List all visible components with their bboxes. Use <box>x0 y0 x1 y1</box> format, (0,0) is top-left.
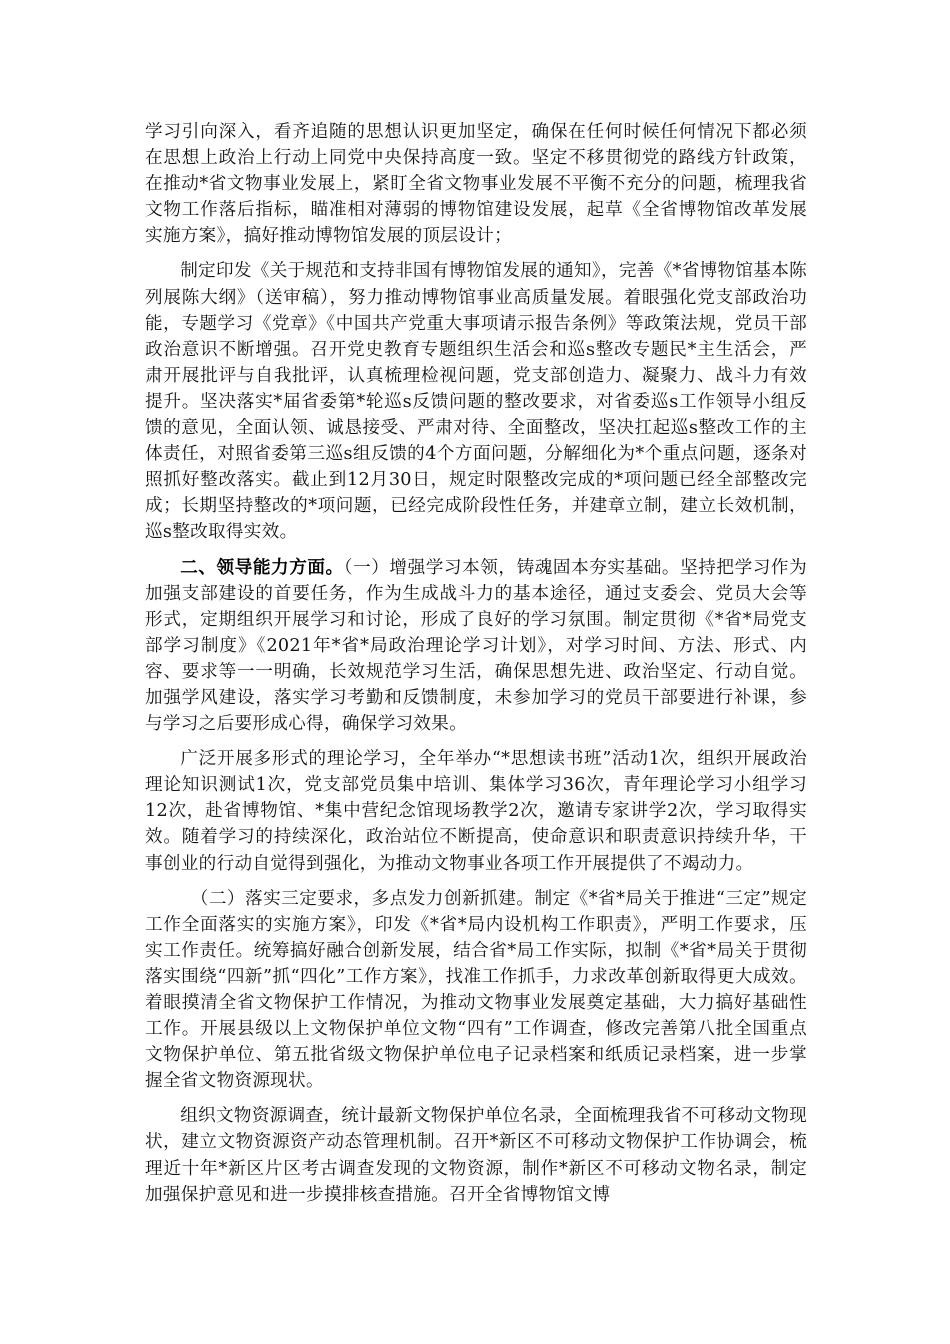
paragraph-1: 学习引向深入，看齐追随的思想认识更加坚定，确保在任何时候任何情况下都必须在思想上政治上行动上同党中央保持高度一致。坚定不移贯彻党的路线方针政策，在推动*省文物事业发展上，紧盯全省文物事业发展不平衡不充分的问题，梳理我省文物工作落后指标，瞄准相对薄弱的博物馆建设发展，起草《全省博物馆改革发展实施方案》，搞好推动博物馆发展的顶层设计； <box>145 122 807 247</box>
paragraph-2: 制定印发《关于规范和支持非国有博物馆发展的通知》，完善《*省博物馆基本陈列展陈大纲》（送审稿），努力推动博物馆事业高质量发展。着眼强化党支部政治功能，专题学习《党章》《中国共产党重大事项请示报告条例》等政策法规，党员干部政治意识不断增强。召开党史教育专题组织生活会和巡s整改专题民*主生活会，严肃开展批评与自我批评，认真梳理检视问题，党支部创造力、凝聚力、战斗力有效提升。坚决落实*届省委第*轮巡s反馈问题的整改要求，对省委巡s工作领导小组反馈的意见，全面认领、诚恳接受、严肃对待、全面整改，坚决扛起巡s整改工作的主体责任，对照省委第三巡s组反馈的4个方面问题，分解细化为*个重点问题，逐条对照抓好整改落实。截止到12月30日，规定时限整改完成的*项问题已经全部整改完成；长期坚持整改的*项问题，已经完成阶段性任务，并建章立制，建立长效机制，巡s整改取得实效。 <box>145 261 807 543</box>
section-heading: 二、领导能力方面。 <box>180 556 344 578</box>
paragraph-4: 广泛开展多形式的理论学习，全年举办“*思想读书班”活动1次，组织开展政治理论知识测试1次，党支部党员集中培训、集体学习36次，青年理论学习小组学习12次，赴省博物馆、*集中营纪念馆现场教学2次，邀请专家讲学2次，学习取得实效。随着学习的持续深化，政治站位不断提高，使命意识和职责意识持续升华，干事创业的行动自觉得到强化，为推动文物事业各项工作开展提供了不竭动力。 <box>145 749 807 874</box>
paragraph-6: 组织文物资源调查，统计最新文物保护单位名录，全面梳理我省不可移动文物现状，建立文物资源资产动态管理机制。召开*新区不可移动文物保护工作协调会，梳理近十年*新区片区考古调查发现的文物资源，制作*新区不可移动文物名录，制定加强保护意见和进一步摸排核查措施。召开全省博物馆文博 <box>145 1106 807 1205</box>
paragraph-3-text: （一）增强学习本领，铸魂固本夯实基础。坚持把学习作为加强支部建设的首要任务，作为生成战斗力的基本途径，通过支委会、党员大会等形式，定期组织开展学习和讨论，形成了良好的学习氛围。制定贯彻《*省*局党支部学习制度》《2021年*省*局政治理论学习计划》，对学习时间、方法、形式、内容、要求等一一明确，长效规范学习生活，确保思想先进、政治坚定、行动自觉。加强学风建设，落实学习考勤和反馈制度，未参加学习的党员干部要进行补课，参与学习之后要形成心得，确保学习效果。 <box>145 557 807 735</box>
paragraph-3 <box>145 555 807 738</box>
paragraph-5: （二）落实三定要求，多点发力创新抓建。制定《*省*局关于推进“三定”规定工作全面落实的实施方案》，印发《*省*局内设机构工作职责》，严明工作要求，压实工作责任。统筹搞好融合创新发展，结合省*局工作实际，拟制《*省*局关于贯彻落实围绕“四新”抓“四化”工作方案》，找准工作抓手，力求改革创新取得更大成效。着眼摸清全省文物保护工作情况，为推动文物事业发展奠定基础，大力搞好基础性工作。开展县级以上文物保护单位文物“四有”工作调查，修改完善第八批全国重点文物保护单位、第五批省级文物保护单位电子记录档案和纸质记录档案，进一步掌握全省文物资源现状。 <box>145 888 807 1092</box>
document-body <box>145 119 807 1217</box>
